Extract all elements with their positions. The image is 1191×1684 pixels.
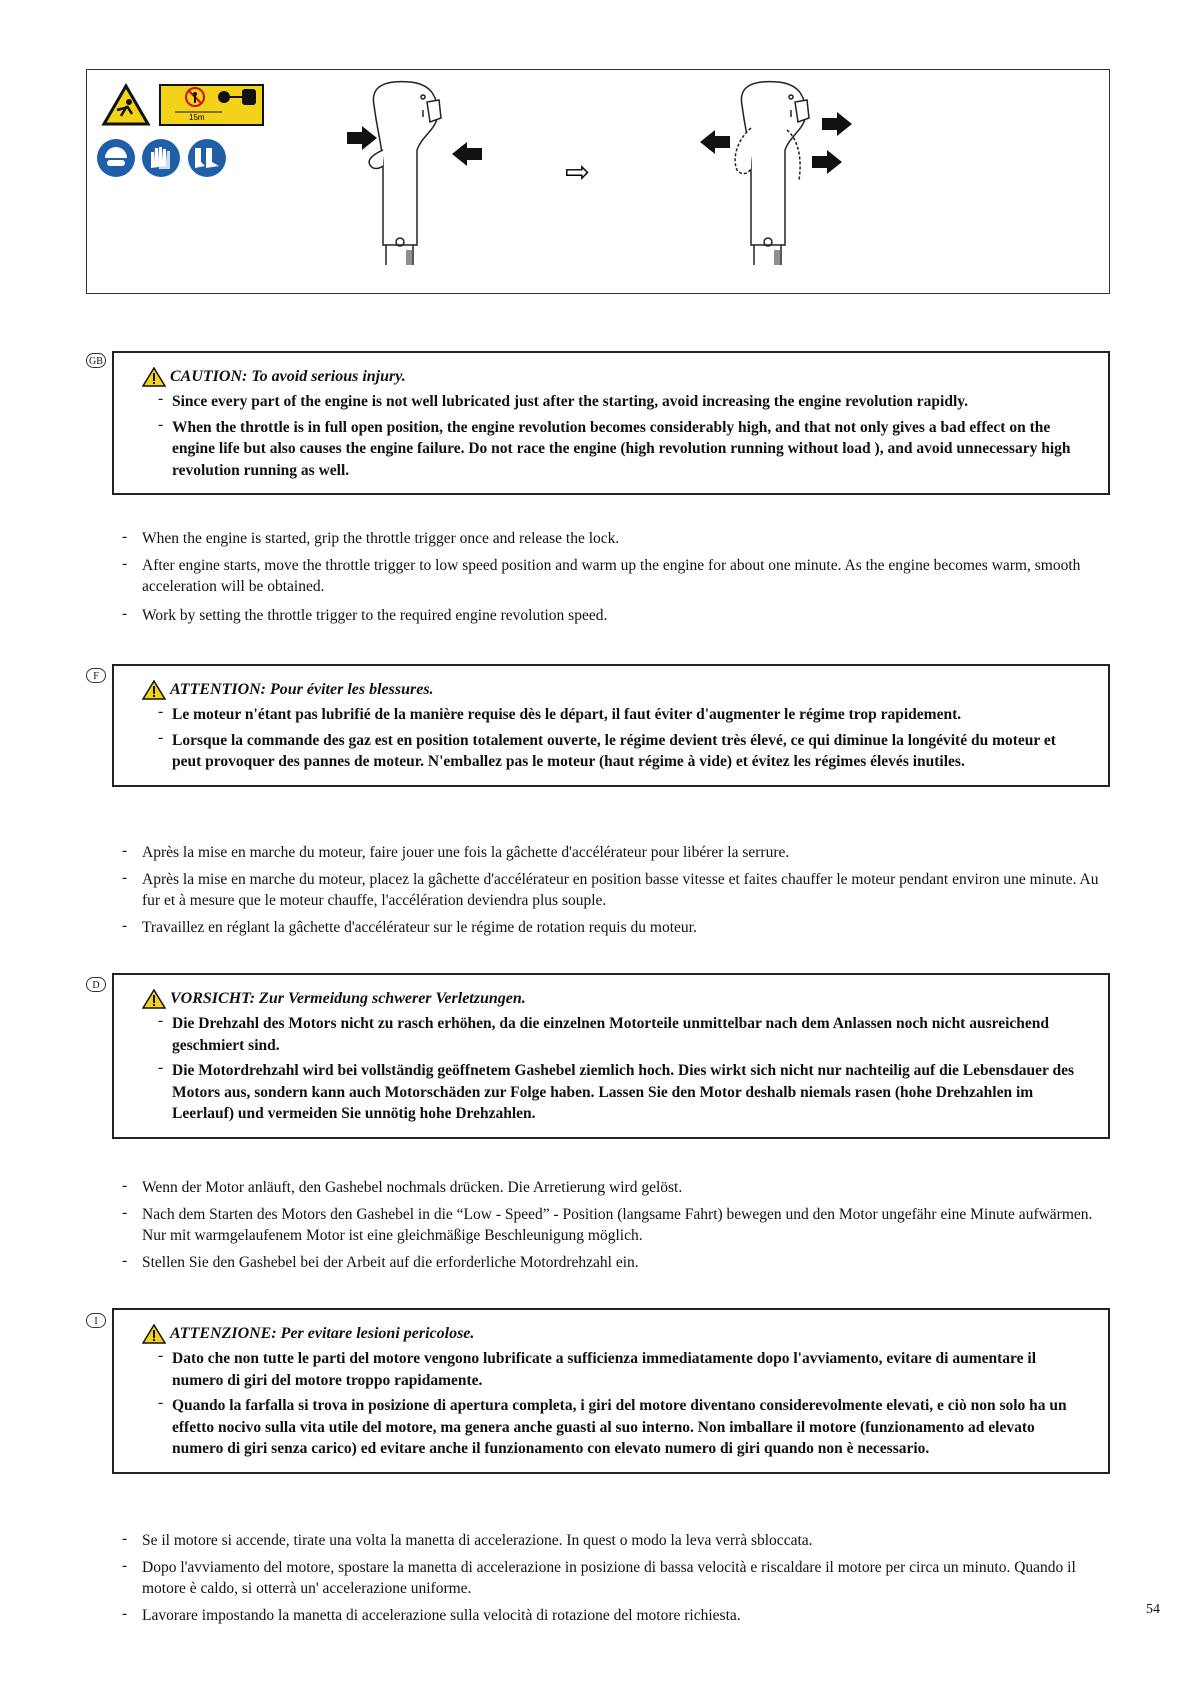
boots-icon (188, 139, 226, 177)
press-arrow-left (347, 126, 377, 150)
warning-item: - Die Drehzahl des Motors nicht zu rasch erhöhen, da die einzelnen Motorteile unmittelbar nach dem Anlassen noch nicht ausreichend geschmiert sind. (158, 1012, 1050, 1054)
lang-badge-d: D (86, 977, 106, 992)
hazard-warning-icon (102, 84, 150, 126)
warning-item: - Die Motordrehzahl wird bei vollständig geöffnetem Gashebel ziemlich hoch. Dies wirkt sich nicht nur nachteilig auf die Lebensdauer des Motors aus, sondern kann auch Motorschäden zur Folge haben. Lassen Sie den Motor deshalb niemals rasen (hohe Drehzahlen im Leerlauf) und vermeiden Sie unnötig hohe Drehzahlen. (158, 1059, 1075, 1122)
lang-badge-f: F (86, 668, 106, 683)
warning-triangle-icon (142, 1324, 166, 1344)
instructions-i (122, 1530, 1112, 1631)
list-item: - Wenn der Motor anläuft, den Gashebel nochmals drücken. Die Arretierung wird gelöst. (122, 1177, 683, 1196)
caution-box-i (112, 1308, 1110, 1474)
instructions-gb (122, 528, 1112, 631)
release-arrow-left (700, 130, 730, 154)
caution-box-d (112, 973, 1110, 1139)
gloves-icon (142, 139, 180, 177)
distance-warning-icon (160, 85, 263, 125)
list-item: - Dopo l'avviamento del motore, spostare la manetta di accelerazione in posizione di bassa velocità e riscaldare il motore per circa un minuto. Quando il motore è caldo, si otterrà un' accelerazione uniforme. (122, 1556, 1076, 1597)
list-item: - Lavorare impostando la manetta di accelerazione sulla velocità di rotazione del motore richiesta. (122, 1604, 741, 1624)
instructions-d (122, 1177, 1112, 1278)
list-item: - Après la mise en marche du moteur, faire jouer une fois la gâchette d'accélérateur pour libérer la serrure. (122, 842, 790, 861)
warning-triangle-icon (142, 680, 166, 700)
throttle-handle-left (369, 82, 441, 265)
warning-item: - Dato che non tutte le parti del motore vengono lubrificate a sufficienza immediatamente dopo l'avviamento, evitare di aumentare il numero di giri del motore troppo rapidamente. (158, 1347, 1037, 1389)
list-item: - When the engine is started, grip the throttle trigger once and release the lock. (122, 528, 620, 547)
warning-item: - Lorsque la commande des gaz est en position totalement ouverte, le régime devient très élevé, ce qui diminue la longévité du moteur et peut provoquer des pannes de moteur. N'emballez pas le moteur (haut régime à vide) et évitez les régimes élevés inutiles. (158, 728, 1056, 770)
lang-badge-gb: GB (86, 353, 106, 368)
warning-item: - Since every part of the engine is not well lubricated just after the starting, avoid increasing the engine revolution rapidly. (158, 390, 969, 410)
list-item: - Après la mise en marche du moteur, placez la gâchette d'accélérateur en position basse vitesse et faites chauffer le moteur pendant environ une minute. Au fur et à mesure que le moteur chauffe, l'accélération deviendra plus souple. (122, 868, 1099, 909)
release-arrow-right-top (822, 112, 852, 136)
release-arrow-right-bottom (812, 150, 842, 174)
list-item: - Se il motore si accende, tirate una volta la manetta di accelerazione. In quest o modo la leva verrà sbloccata. (122, 1530, 813, 1549)
lang-badge-i: I (86, 1313, 106, 1328)
list-item: - Work by setting the throttle trigger to the required engine revolution speed. (122, 604, 608, 624)
throttle-figure (86, 69, 1110, 294)
caution-title-i: ATTENZIONE: Per evitare lesioni pericolose. (142, 1322, 1088, 1346)
warning-item: - When the throttle is in full open position, the engine revolution becomes considerably high, and that not only gives a bad effect on the engine life but also causes the engine failure. Do not race the engine (high revolution running without load ), and avoid unnecessary high revolution running as well. (158, 415, 1071, 479)
svg-text:15m: 15m (189, 113, 205, 122)
page-number: 54 (1146, 1602, 1160, 1617)
caution-title-gb: CAUTION: To avoid serious injury. (142, 365, 1088, 389)
caution-title-f: ATTENTION: Pour éviter les blessures. (142, 678, 1088, 702)
caution-box-gb (112, 351, 1110, 495)
press-arrow-right (452, 142, 482, 166)
transition-arrow-icon: ⇨ (565, 155, 591, 190)
warning-triangle-icon (142, 989, 166, 1009)
list-item: - Nach dem Starten des Motors den Gashebel in die “Low - Speed” - Position (langsame Fahrt) bewegen und den Motor ungefähr eine Minute aufwärmen. Nur mit warmgelaufenem Motor ist eine gleichmäßige Beschleunigung möglich. (122, 1203, 1093, 1244)
list-item: - Travaillez en réglant la gâchette d'accélérateur sur le régime de rotation requis du moteur. (122, 916, 697, 936)
warning-item: - Quando la farfalla si trova in posizione di apertura completa, i giri del motore diventano considerevolmente elevati, e ciò non solo ha un effetto nocivo sulla vita utile del motore, ma genera anche guasti al suo interno. Non imballare il motore (funzionamento ad elevato numero di giri senza carico) ed evitare anche il funzionamento con elevato numero di giri quando non è necessario. (158, 1394, 1067, 1457)
warning-triangle-icon (142, 367, 166, 387)
warning-item: - Le moteur n'étant pas lubrifié de la manière requise dès le départ, il faut éviter d'augmenter le régime trop rapidement. (158, 703, 962, 723)
caution-box-f (112, 664, 1110, 787)
list-item: - After engine starts, move the throttle trigger to low speed position and warm up the engine for about one minute. As the engine becomes warm, smooth acceleration will be obtained. (122, 554, 1081, 595)
helmet-icon (97, 139, 135, 177)
caution-title-d: VORSICHT: Zur Vermeidung schwerer Verletzungen. (142, 987, 1088, 1011)
throttle-illustration (87, 70, 1111, 295)
throttle-handle-right (735, 82, 809, 265)
list-item: - Stellen Sie den Gashebel bei der Arbeit auf die erforderliche Motordrehzahl ein. (122, 1251, 639, 1271)
instructions-f (122, 842, 1112, 943)
